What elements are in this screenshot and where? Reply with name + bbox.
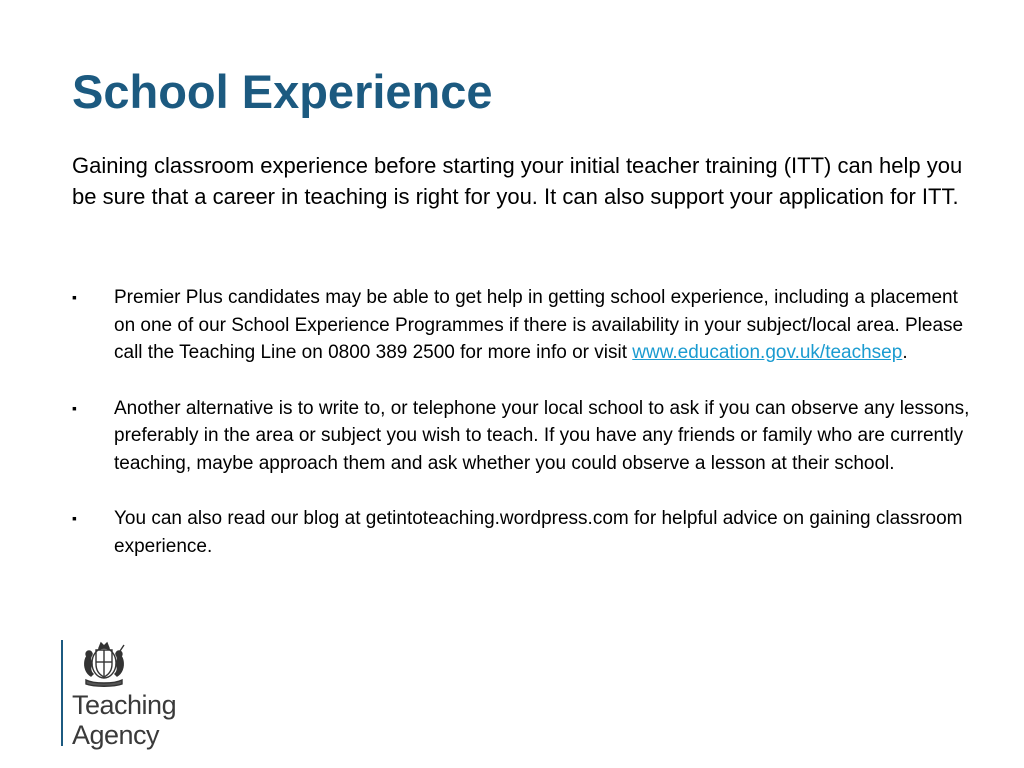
slide-title: School Experience [72, 65, 493, 118]
intro-paragraph: Gaining classroom experience before starting your initial teacher training (ITT) can help you be sure that a career in teaching is right for you. It can also support your application for ITT. [72, 153, 963, 209]
logo-text-teaching: Teaching [72, 690, 177, 720]
royal-crest-icon [72, 640, 136, 688]
bullet-item-blog [72, 505, 982, 560]
teachsep-link[interactable]: www.education.gov.uk/teachsep [632, 342, 903, 363]
bullet-item-local-school [72, 395, 982, 478]
logo-divider [61, 640, 63, 746]
logo-text-agency: Agency [72, 720, 160, 750]
bullet-marker: ▪ [72, 510, 77, 526]
bullet-text: You can also read our blog at getintoteaching.wordpress.com for helpful advice on gaining classroom experience. [114, 508, 963, 557]
bullet-list [72, 284, 982, 560]
bullet-marker: ▪ [72, 399, 77, 416]
bullet-item-premier-plus [72, 284, 982, 367]
bullet-text-end: . [902, 342, 908, 363]
bullet-text: Another alternative is to write to, or telephone your local school to ask if you can observe any lessons, preferably in the area or subject you wish to teach. If you have any friends or family who are currently teaching, maybe approach them and ask whether you could observe a lesson at their school. [114, 397, 970, 474]
bullet-text: Premier Plus candidates may be able to get help in getting school experience, including a placement on one of our School Experience Programmes if there is availability in your subject/local area. Please call the Teaching Line on 0800 389 2500 for more info or visit [114, 287, 964, 363]
bullet-marker: ▪ [72, 289, 77, 305]
